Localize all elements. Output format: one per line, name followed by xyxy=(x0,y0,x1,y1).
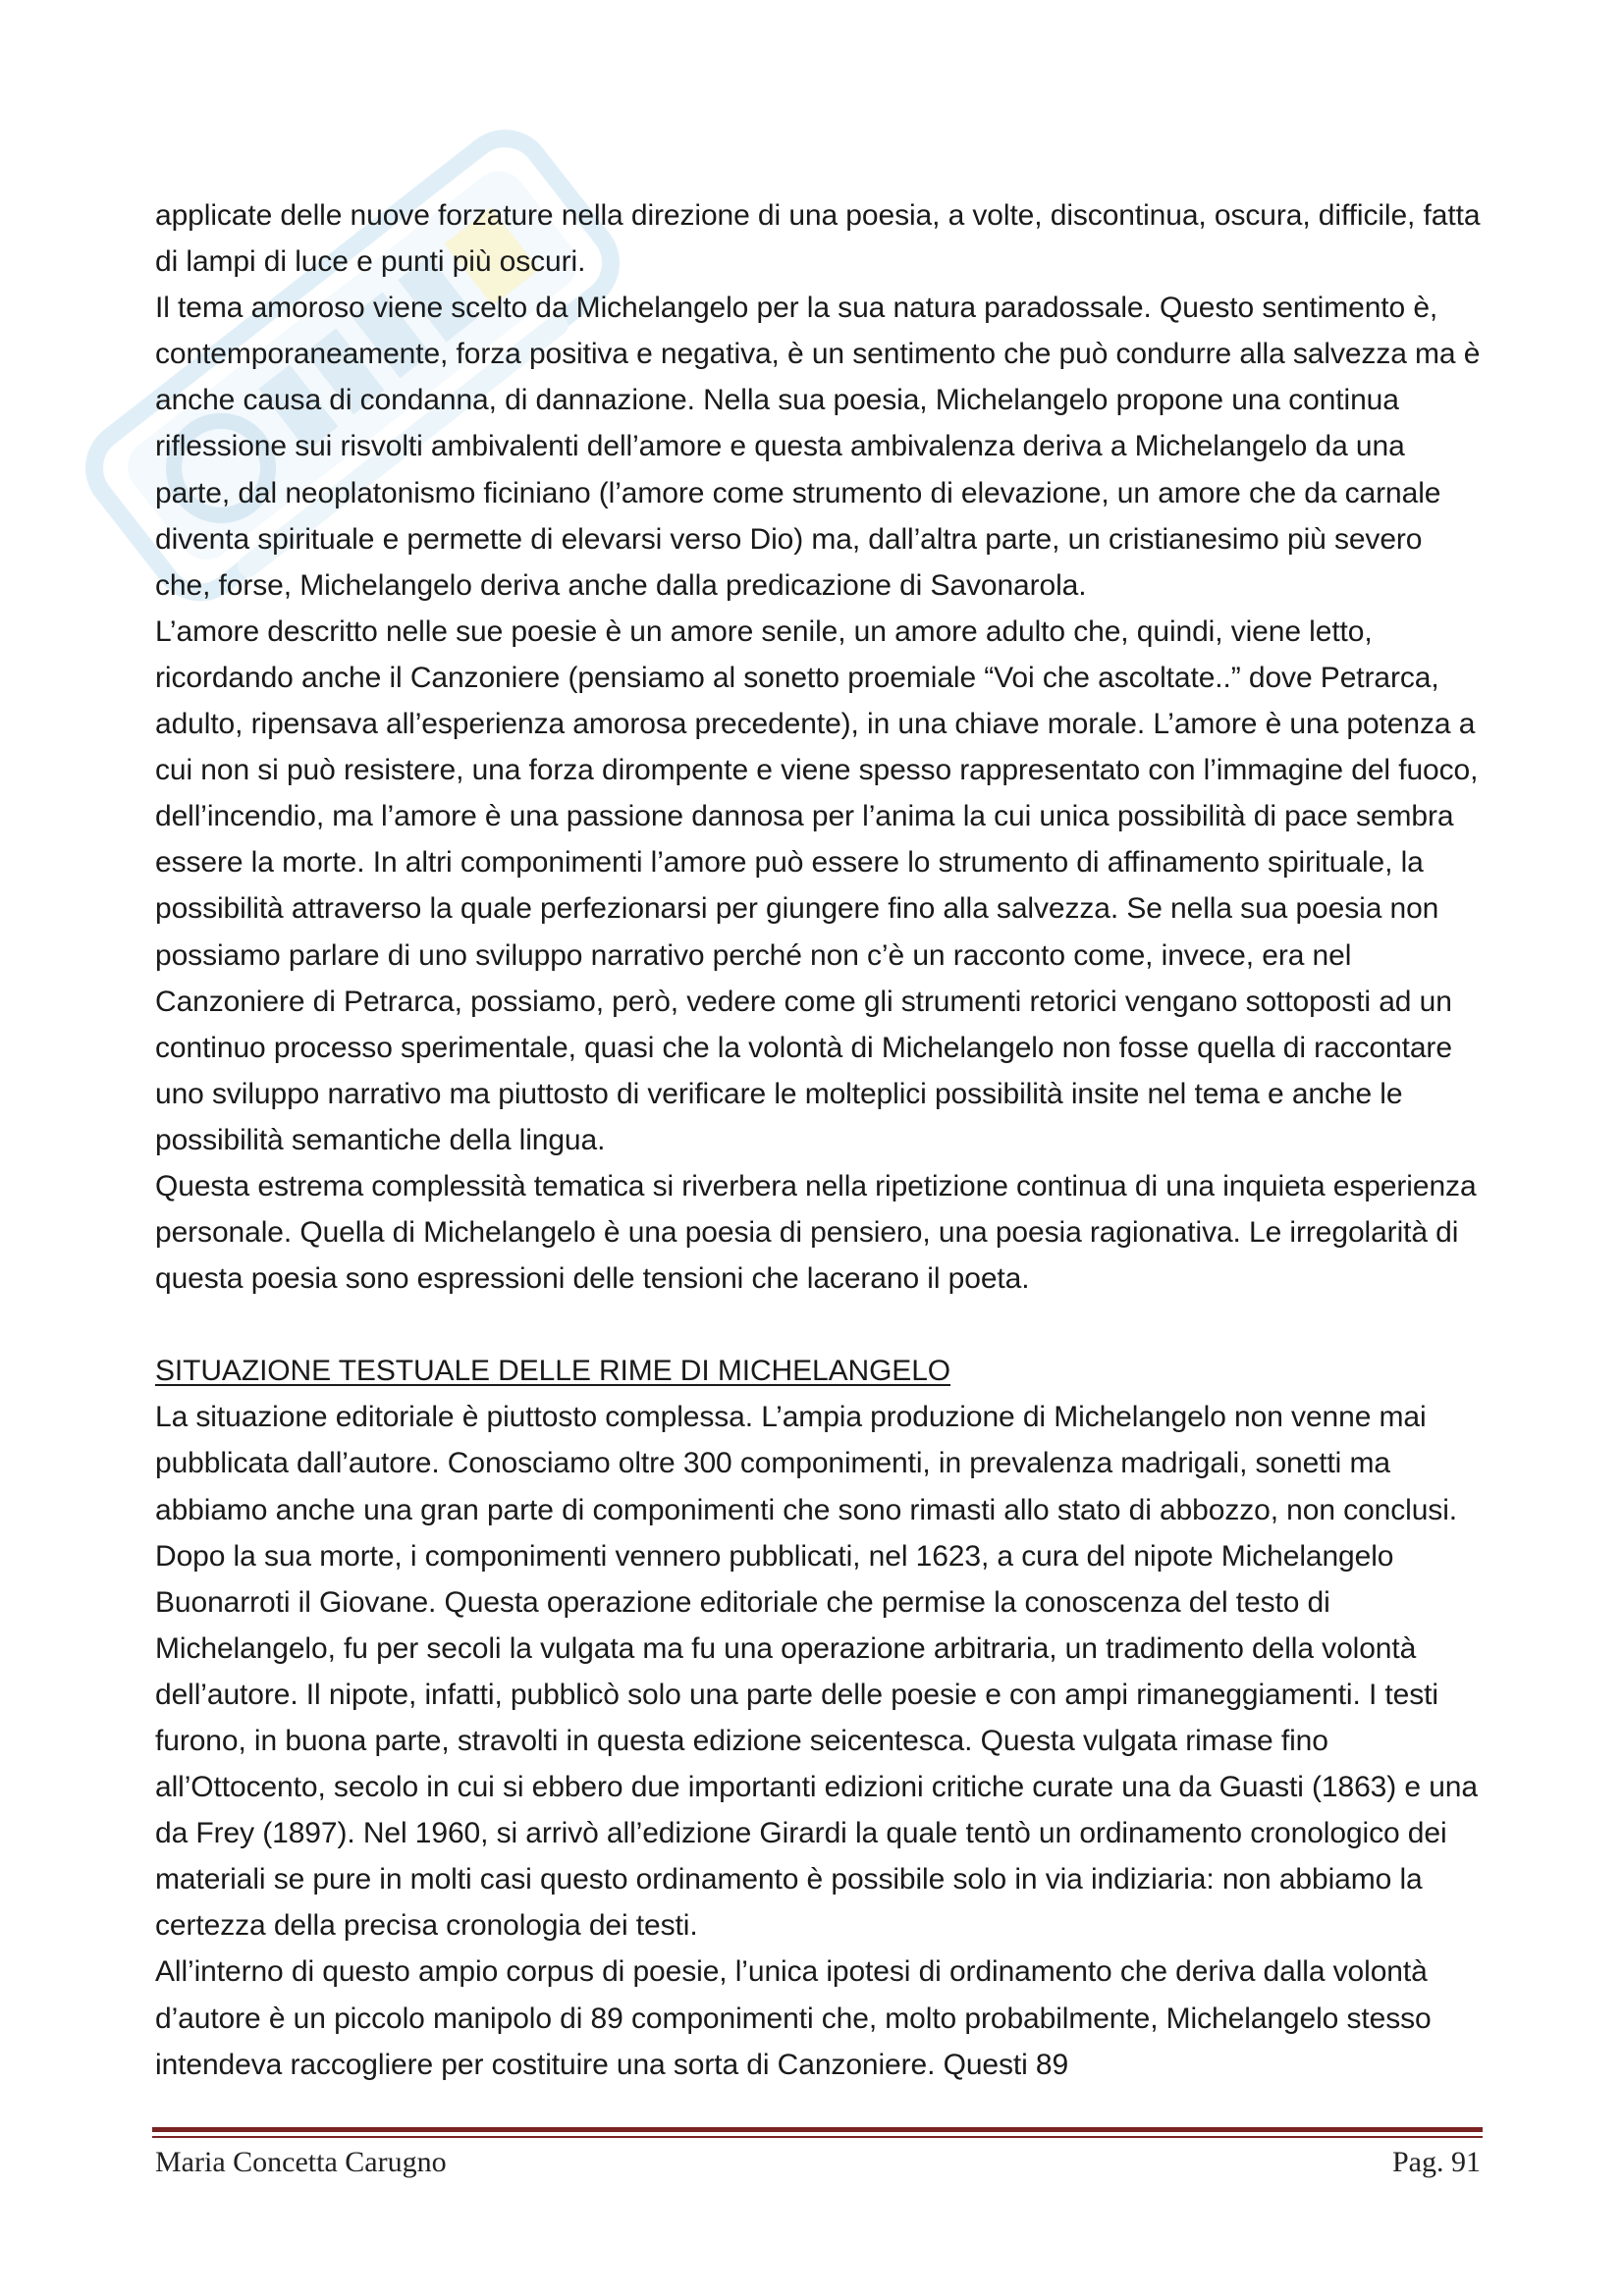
section-heading: SITUAZIONE TESTUALE DELLE RIME DI MICHELANGELO xyxy=(155,1355,951,1388)
page-number: Pag. 91 xyxy=(1392,2146,1481,2178)
footer-author: Maria Concetta Carugno xyxy=(155,2146,447,2178)
document-body xyxy=(155,192,1481,2088)
paragraph: applicate delle nuove forzature nella direzione di una poesia, a volte, discontinua, oscura, difficile, fatta di lampi di luce e punti più oscuri. xyxy=(155,199,1481,279)
paragraph: Questa estrema complessità tematica si riverbera nella ripetizione continua di una inquieta esperienza personale. Quella di Michelangelo è una poesia di pensiero, una poesia ragionativa. Le irregolarità di questa poesia sono espressioni delle tensioni che lacerano il poeta. xyxy=(155,1169,1477,1296)
paragraph: La situazione editoriale è piuttosto complessa. L’ampia produzione di Michelangelo non venne mai pubblicata dall’autore. Conosciamo oltre 300 componimenti, in prevalenza madrigali, sonetti ma abbiamo anche una gran parte di componimenti che sono rimasti allo stato di abbozzo, non conclusi. Dopo la sua morte, i componimenti vennero pubblicati, nel 1623, a cura del nipote Michelangelo Buonarroti il Giovane. Questa operazione editoriale che permise la conoscenza del testo di Michelangelo, fu per secoli la vulgata ma fu una operazione arbitraria, un tradimento della volontà dell’autore. Il nipote, infatti, pubblicò solo una parte delle poesie e con ampi rimaneggiamenti. I testi furono, in buona parte, stravolti in questa edizione seicentesca. Questa vulgata rimase fino all’Ottocento, secolo in cui si ebbero due importanti edizioni critiche curate una da Guasti (1863) e una da Frey (1897). Nel 1960, si arrivò all’edizione Girardi la quale tentò un ordinamento cronologico dei materiali se pure in molti casi questo ordinamento è possibile solo in via indiziaria: non abbiamo la certezza della precisa cronologia dei testi. xyxy=(155,1401,1478,1943)
paragraph: L’amore descritto nelle sue poesie è un amore senile, un amore adulto che, quindi, viene letto, ricordando anche il Canzoniere (pensiamo al sonetto proemiale “Voi che ascoltate..” dove Petrarca, adulto, ripensava all’esperienza amorosa precedente), in una chiave morale. L’amore è una potenza a cui non si può resistere, una forza dirompente e viene spesso rappresentato con l’immagine del fuoco, dell’incendio, ma l’amore è una passione dannosa per l’anima la cui unica possibilità di pace sembra essere la morte. In altri componimenti l’amore può essere lo strumento di affinamento spirituale, la possibilità attraverso la quale perfezionarsi per giungere fino alla salvezza. Se nella sua poesia non possiamo parlare di uno sviluppo narrativo perché non c’è un racconto come, invece, era nel Canzoniere di Petrarca, possiamo, però, vedere come gli strumenti retorici vengano sottoposti ad un continuo processo sperimentale, quasi che la volontà di Michelangelo non fosse quella di raccontare uno sviluppo narrativo ma piuttosto di verificare le molteplici possibilità insite nel tema e anche le possibilità semantiche della lingua. xyxy=(155,614,1479,1156)
paragraph: Il tema amoroso viene scelto da Michelangelo per la sua natura paradossale. Questo sentimento è, contemporaneamente, forza positiva e negativa, è un sentimento che può condurre alla salvezza ma è anche causa di condanna, di dannazione. Nella sua poesia, Michelangelo propone una continua riflessione sui risvolti ambivalenti dell’amore e questa ambivalenza deriva a Michelangelo da una parte, dal neoplatonismo ficiniano (l’amore come strumento di elevazione, un amore che da carnale diventa spirituale e permette di elevarsi verso Dio) ma, dall’altra parte, un cristianesimo più severo che, forse, Michelangelo deriva anche dalla predicazione di Savonarola. xyxy=(155,292,1481,602)
footer-divider xyxy=(152,2127,1483,2132)
paragraph: All’interno di questo ampio corpus di poesie, l’unica ipotesi di ordinamento che deriva dalla volontà d’autore è un piccolo manipolo di 89 componimenti che, molto probabilmente, Michelangelo stesso intendeva raccogliere per costituire una sorta di Canzoniere. Questi 89 xyxy=(155,1955,1432,2081)
footer-divider-thin xyxy=(152,2136,1483,2138)
